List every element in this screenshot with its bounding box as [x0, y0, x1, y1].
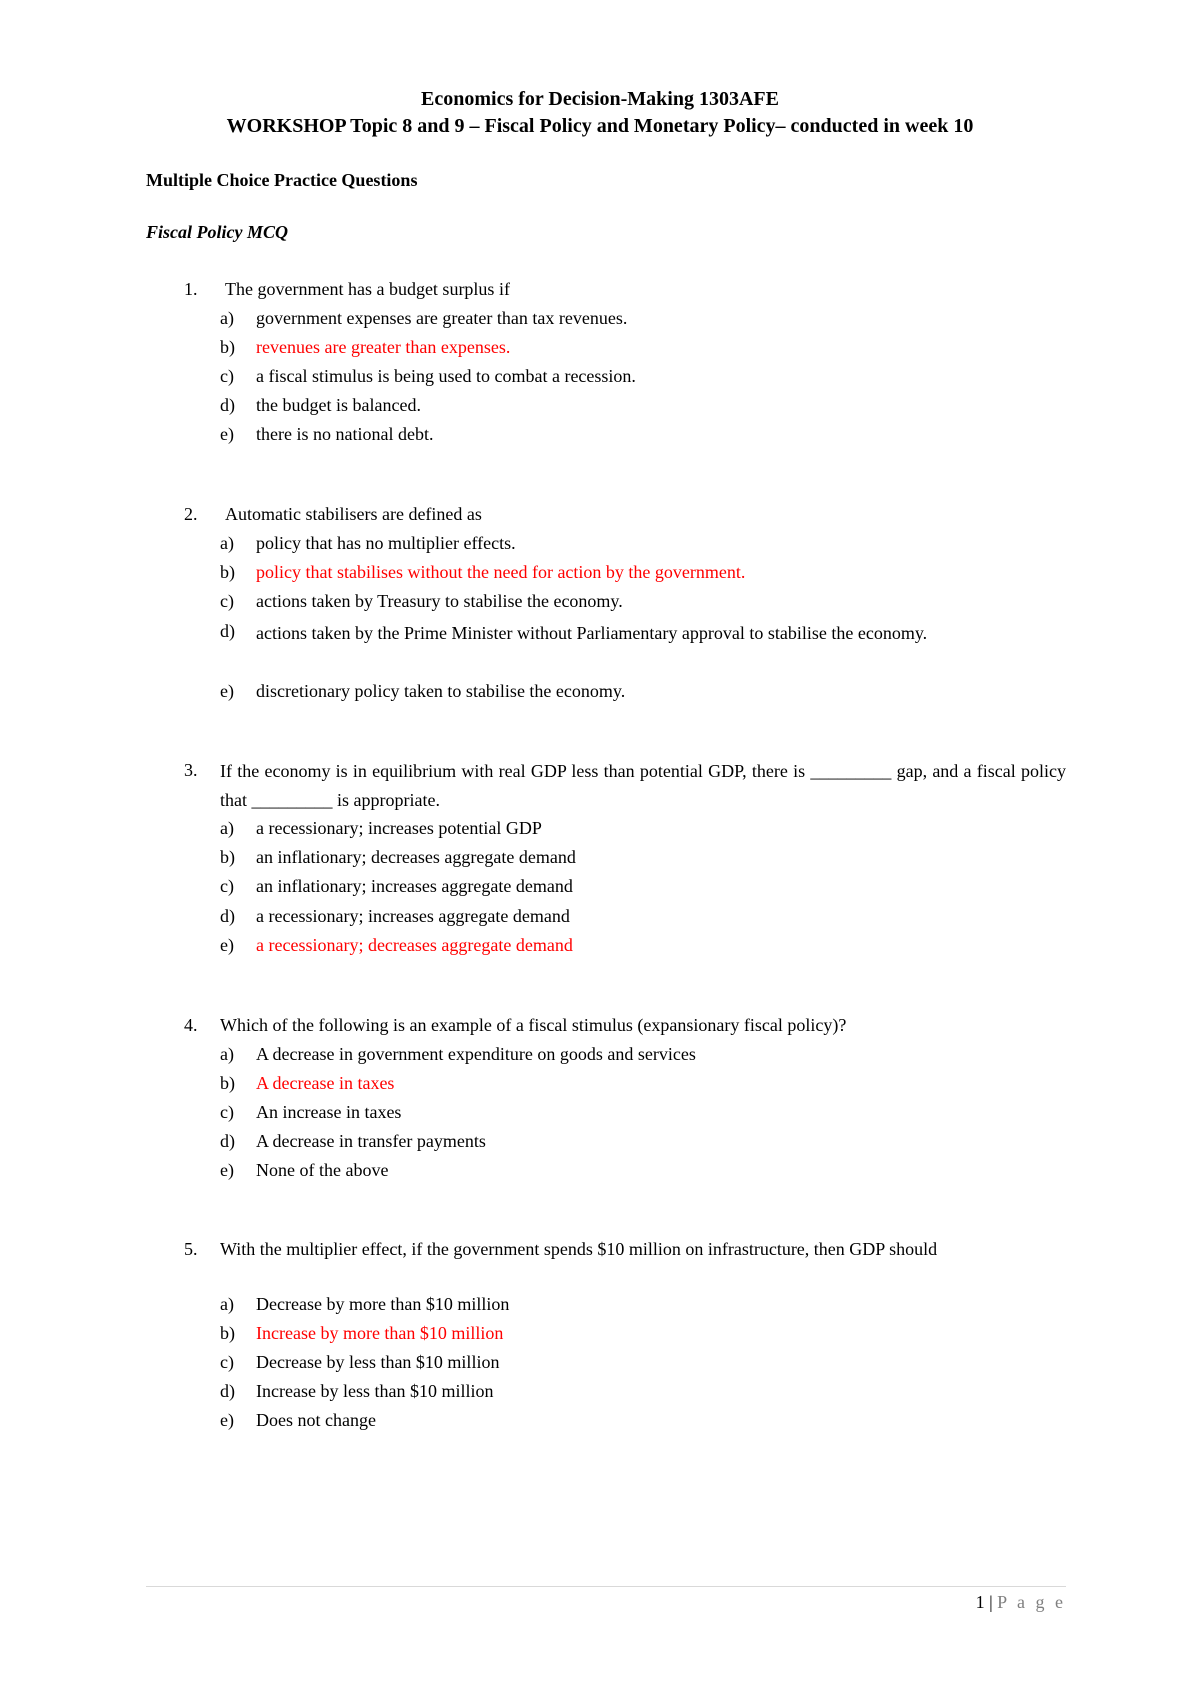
question-number: 3. [184, 760, 198, 780]
option-text: Increase by less than $10 million [256, 1381, 494, 1401]
section-title: Multiple Choice Practice Questions [146, 170, 418, 190]
option-text: None of the above [256, 1160, 389, 1180]
option-letter: d) [220, 395, 235, 415]
option-letter: d) [220, 906, 235, 926]
option-letter: b) [220, 847, 235, 867]
option-text: A decrease in transfer payments [256, 1131, 486, 1151]
document-subtitle: WORKSHOP Topic 8 and 9 – Fiscal Policy and Monetary Policy– conducted in week 10 [226, 115, 974, 137]
option-letter: a) [220, 533, 234, 553]
question-number: 5. [184, 1239, 198, 1259]
option-letter: d) [220, 1381, 235, 1401]
option-letter: b) [220, 562, 235, 582]
option-letter: a) [220, 1294, 234, 1314]
option-text: there is no national debt. [256, 424, 434, 444]
document-title: Economics for Decision-Making 1303AFE [421, 88, 779, 110]
question-text: The government has a budget surplus if [225, 279, 510, 299]
option-text: government expenses are greater than tax revenues. [256, 308, 628, 328]
option-letter: e) [220, 681, 234, 701]
option-text: A decrease in government expenditure on goods and services [256, 1044, 696, 1064]
page-footer [976, 1592, 1066, 1613]
footer-divider [146, 1586, 1066, 1587]
subsection-title: Fiscal Policy MCQ [146, 222, 288, 242]
question-text: Which of the following is an example of a fiscal stimulus (expansionary fiscal policy)? [220, 1015, 847, 1035]
question-text: Automatic stabilisers are defined as [225, 504, 482, 524]
option-text: discretionary policy taken to stabilise the economy. [256, 681, 626, 701]
correct-option-text: a recessionary; decreases aggregate demand [256, 935, 573, 955]
option-text: actions taken by the Prime Minister without Parliamentary approval to stabilise the economy. [256, 623, 928, 643]
option-text: a recessionary; increases potential GDP [256, 818, 542, 838]
option-text: actions taken by Treasury to stabilise the economy. [256, 591, 623, 611]
question-text: With the multiplier effect, if the government spends $10 million on infrastructure, then GDP should [220, 1239, 938, 1259]
option-letter: e) [220, 1160, 234, 1180]
question-number: 4. [184, 1015, 198, 1035]
correct-option-text: Increase by more than $10 million [256, 1323, 504, 1343]
option-text: policy that has no multiplier effects. [256, 533, 516, 553]
option-text: a fiscal stimulus is being used to combat a recession. [256, 366, 636, 386]
correct-option-text: revenues are greater than expenses. [256, 337, 511, 357]
option-letter: c) [220, 1352, 234, 1372]
question-text: If the economy is in equilibrium with real GDP less than potential GDP, there is _________ gap, and a fiscal policy that _________ is appropriate. [220, 761, 1066, 810]
option-letter: e) [220, 935, 234, 955]
option-letter: d) [220, 1131, 235, 1151]
option-letter: c) [220, 876, 234, 896]
question-number: 2. [184, 504, 198, 524]
option-letter: c) [220, 591, 234, 611]
option-letter: b) [220, 1323, 235, 1343]
option-text: an inflationary; increases aggregate demand [256, 876, 573, 896]
option-letter: e) [220, 424, 234, 444]
option-letter: c) [220, 1102, 234, 1122]
option-letter: c) [220, 366, 234, 386]
option-text: an inflationary; decreases aggregate demand [256, 847, 576, 867]
option-letter: a) [220, 818, 234, 838]
option-letter: a) [220, 308, 234, 328]
option-text: An increase in taxes [256, 1102, 402, 1122]
question-number: 1. [184, 279, 198, 299]
option-text: Decrease by more than $10 million [256, 1294, 510, 1314]
option-text: Does not change [256, 1410, 376, 1430]
correct-option-text: policy that stabilises without the need for action by the government. [256, 562, 746, 582]
option-letter: d) [220, 621, 235, 641]
option-text: a recessionary; increases aggregate demand [256, 906, 570, 926]
option-letter: e) [220, 1410, 234, 1430]
option-letter: a) [220, 1044, 234, 1064]
option-text: the budget is balanced. [256, 395, 421, 415]
page-number: 1 [975, 1592, 985, 1612]
option-letter: b) [220, 1073, 235, 1093]
option-text: Decrease by less than $10 million [256, 1352, 500, 1372]
correct-option-text: A decrease in taxes [256, 1073, 395, 1093]
option-letter: b) [220, 337, 235, 357]
page-separator: | [989, 1592, 993, 1612]
page-label: P a g e [997, 1592, 1066, 1612]
